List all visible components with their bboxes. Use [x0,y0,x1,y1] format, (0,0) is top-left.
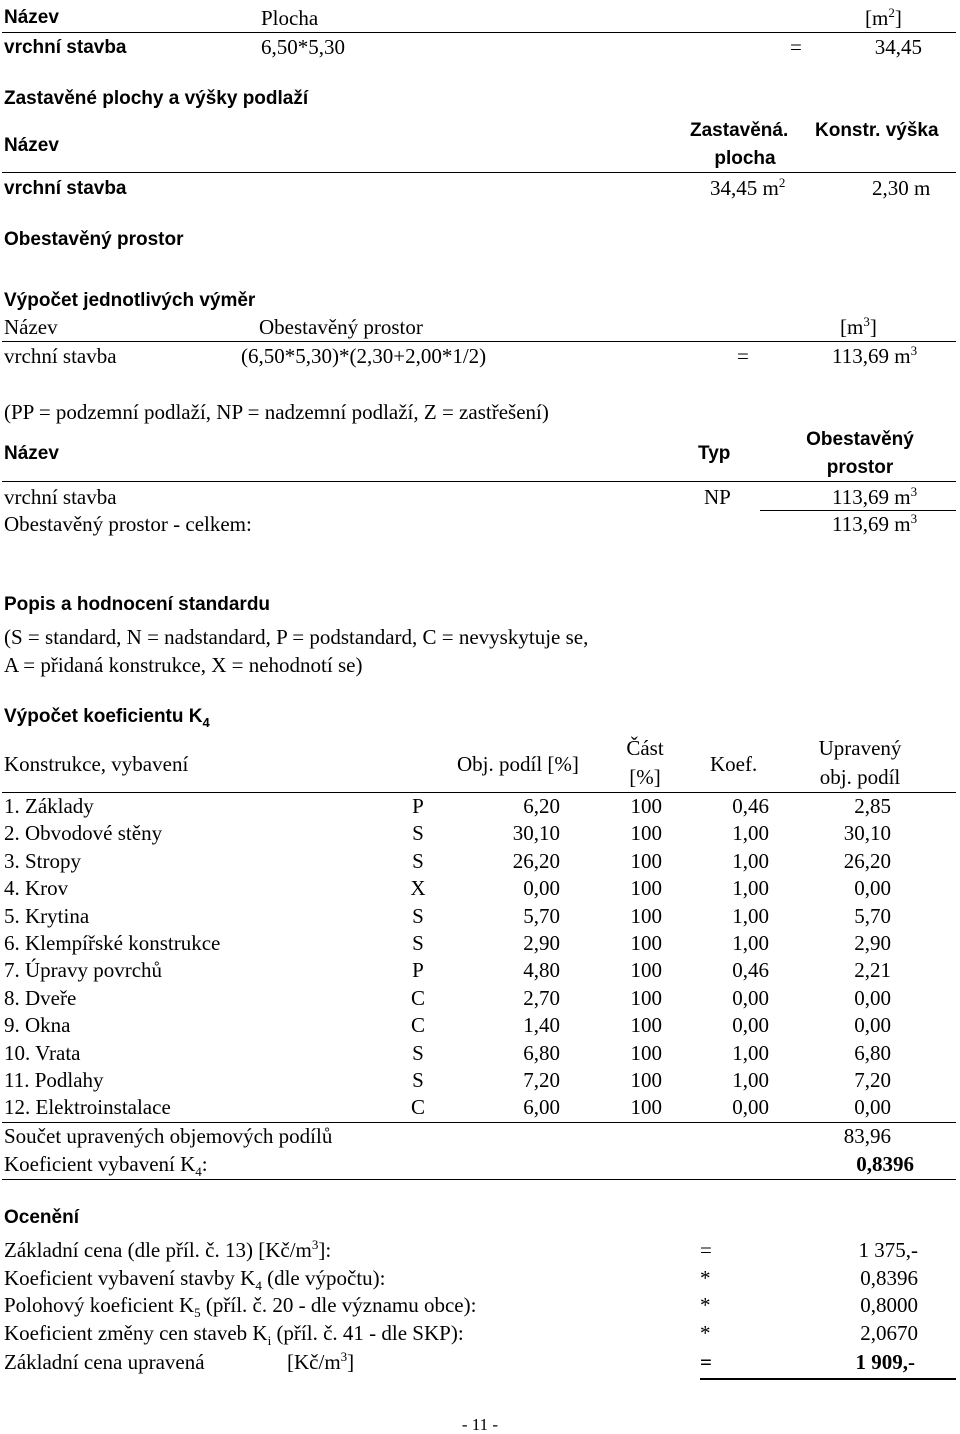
page-number: - 11 - [461,1415,499,1434]
k4-row-upraveny: 2,21 [854,958,891,982]
divider [2,172,956,173]
vymery-row-eq: = [737,344,749,368]
vymery-row-formula: (6,50*5,30)*(2,30+2,00*1/2) [241,344,487,368]
k4-row-cast: 100 [630,821,662,845]
k4-row-cast: 100 [630,1013,662,1037]
k4-row-koef: 0,00 [732,1013,769,1037]
standard-line-2: A = přidaná konstrukce, X = nehodnotí se) [4,653,363,677]
obestaveny-title: Obestavěný prostor [4,229,184,250]
k4-header-koef: Koef. [710,752,758,776]
k4-sum-label: Součet upravených objemových podílů [4,1124,333,1148]
k4-row-code: S [412,1041,424,1065]
oceneni-row-value: 0,8396 [860,1266,918,1290]
oceneni-final-label: Základní cena upravená [4,1350,205,1374]
prostor-row-value: 113,69 $m^3$ [832,484,918,509]
k4-row-upraveny: 0,00 [854,1013,891,1037]
k4-row-cast: 100 [630,1041,662,1065]
oceneni-row-value: 1 375,- [858,1238,918,1262]
oceneni-row-op: * [700,1293,711,1317]
divider [2,341,956,342]
oceneni-final-unit: $[Kč/m^3]$ [287,1349,355,1374]
vymery-col-unit: $[m^3]$ [840,314,877,339]
prostor-col-prostor-1: Obestavěný [806,429,914,450]
k4-row-koef: 1,00 [732,876,769,900]
k4-row-obj: 7,20 [523,1068,560,1092]
k4-row-cast: 100 [630,1095,662,1119]
k4-header-upraveny-2: obj. podíl [819,765,901,789]
floors-col-name: Název [4,135,59,156]
divider [2,481,956,482]
k4-row-cast: 100 [630,904,662,928]
k4-row-koef: 1,00 [732,1068,769,1092]
k4-header-cast-2: [%] [629,765,661,789]
k4-row-name: 3. Stropy [4,849,82,873]
k4-row-obj: 6,00 [523,1095,560,1119]
k4-header-upraveny-1: Upravený [818,736,902,760]
k4-sum-value: 83,96 [843,1124,891,1148]
k4-row-upraveny: 2,90 [854,931,891,955]
oceneni-row-label: Koeficient změny cen staveb $K_i$ (příl. č. 41 - dle SKP): [4,1321,464,1349]
k4-row-upraveny: 0,00 [854,986,891,1010]
k4-row-upraveny: 5,70 [854,904,891,928]
k4-row-koef: 0,00 [732,1095,769,1119]
floors-title: Zastavěné plochy a výšky podlaží [4,88,309,109]
k4-row-obj: 0,00 [523,876,560,900]
k4-row-obj: 4,80 [523,958,560,982]
k4-row-koef: 1,00 [732,931,769,955]
k4-row-koef: 1,00 [732,849,769,873]
oceneni-row-label: Základní cena (dle příl. č. 13) $[Kč/m^3]$: [4,1237,332,1262]
divider [2,1122,956,1123]
k4-row-name: 4. Krov [4,876,69,900]
oceneni-final-op: = [700,1350,712,1374]
vymery-row-name: vrchní stavba [4,344,117,368]
area-row-formula: 6,50*5,30 [261,35,345,59]
k4-row-cast: 100 [630,876,662,900]
k4-row-obj: 26,20 [512,849,560,873]
vymery-col-name: Název [4,315,58,339]
k4-row-name: 7. Úpravy povrchů [4,958,163,982]
k4-row-obj: 30,10 [512,821,560,845]
vymery-title: Výpočet jednotlivých výměr [4,290,256,311]
k4-row-obj: 2,70 [523,986,560,1010]
k4-title: Výpočet koeficientu $K_4$ [4,706,210,730]
k4-row-name: 8. Dveře [4,986,77,1010]
divider [760,510,956,511]
divider [2,1179,956,1180]
floors-col-vyska: Konstr. výška [815,120,939,141]
k4-row-koef: 0,46 [732,794,769,818]
k4-row-name: 1. Základy [4,794,94,818]
k4-koef-label: Koeficient vybavení $K_4$: [4,1152,208,1180]
k4-row-code: S [412,1068,424,1092]
k4-row-code: X [410,876,426,900]
prostor-total-value: 113,69 $m^3$ [832,511,918,536]
prostor-total-label: Obestavěný prostor - celkem: [4,512,252,536]
prostor-row-typ: NP [704,485,731,509]
vymery-row-value: 113,69 $m^3$ [832,343,918,368]
floors-row-name: vrchní stavba [4,178,127,199]
k4-header-obj: Obj. podíl [%] [457,752,579,776]
k4-row-code: S [412,821,424,845]
k4-row-code: C [410,1013,425,1037]
k4-row-code: S [412,931,424,955]
divider [2,32,956,33]
area-row-value: 34,45 [874,35,922,59]
prostor-legend: (PP = podzemní podlaží, NP = nadzemní podlaží, Z = zastřešení) [4,400,549,424]
k4-row-cast: 100 [630,794,662,818]
k4-row-upraveny: 2,85 [854,794,891,818]
k4-row-obj: 1,40 [523,1013,560,1037]
k4-row-obj: 2,90 [523,931,560,955]
k4-row-code: C [410,986,425,1010]
k4-row-koef: 1,00 [732,821,769,845]
area-header-plocha: Plocha [261,6,319,30]
floors-row-vyska: 2,30 m [872,176,931,200]
k4-row-name: 12. Elektroinstalace [4,1095,171,1119]
oceneni-row-op: * [700,1321,711,1345]
k4-row-cast: 100 [630,931,662,955]
oceneni-title: Ocenění [4,1207,79,1228]
area-row-name: vrchní stavba [4,37,127,58]
k4-row-upraveny: 26,20 [843,849,891,873]
standard-title: Popis a hodnocení standardu [4,594,271,615]
k4-koef-value: 0,8396 [856,1152,914,1176]
k4-row-obj: 6,20 [523,794,560,818]
k4-row-upraveny: 0,00 [854,876,891,900]
k4-row-obj: 6,80 [523,1041,560,1065]
k4-row-code: P [412,958,424,982]
k4-row-name: 9. Okna [4,1013,71,1037]
divider [2,792,956,793]
oceneni-row-value: 0,8000 [860,1293,918,1317]
k4-row-koef: 1,00 [732,1041,769,1065]
k4-row-cast: 100 [630,849,662,873]
oceneni-row-op: * [700,1266,711,1290]
oceneni-row-label: Koeficient vybavení stavby $K_4$ (dle výpočtu): [4,1266,386,1294]
prostor-col-prostor-2: prostor [826,457,894,478]
k4-row-koef: 1,00 [732,904,769,928]
k4-row-name: 5. Krytina [4,904,90,928]
k4-row-upraveny: 30,10 [843,821,891,845]
divider [700,1378,956,1380]
k4-row-obj: 5,70 [523,904,560,928]
area-header-name: Název [4,7,59,28]
floors-row-zast: 34,45 $m^2$ [710,175,786,200]
k4-header-cast-1: Část [626,736,664,760]
k4-row-upraveny: 6,80 [854,1041,891,1065]
k4-row-cast: 100 [630,958,662,982]
k4-row-name: 2. Obvodové stěny [4,821,163,845]
oceneni-row-label: Polohový koeficient $K_5$ (příl. č. 20 - dle významu obce): [4,1293,477,1321]
area-row-eq: = [790,35,802,59]
k4-row-upraveny: 0,00 [854,1095,891,1119]
k4-row-code: P [412,794,424,818]
k4-header-konstrukce: Konstrukce, vybavení [4,752,189,776]
oceneni-row-value: 2,0670 [860,1321,918,1345]
k4-row-upraveny: 7,20 [854,1068,891,1092]
k4-row-cast: 100 [630,986,662,1010]
prostor-col-name: Název [4,443,59,464]
vymery-col-prostor: Obestavěný prostor [259,315,423,339]
prostor-col-typ: Typ [698,443,731,464]
oceneni-final-value: 1 909,- [855,1350,915,1374]
floors-col-zast-2: plocha [714,148,776,169]
k4-row-code: S [412,904,424,928]
k4-row-name: 6. Klempířské konstrukce [4,931,221,955]
k4-row-koef: 0,00 [732,986,769,1010]
oceneni-row-op: = [700,1238,712,1262]
k4-row-name: 10. Vrata [4,1041,81,1065]
k4-row-koef: 0,46 [732,958,769,982]
k4-row-cast: 100 [630,1068,662,1092]
k4-row-code: C [410,1095,425,1119]
k4-row-code: S [412,849,424,873]
area-header-unit: $[m^2]$ [865,5,902,30]
standard-line-1: (S = standard, N = nadstandard, P = podstandard, C = nevyskytuje se, [4,625,589,649]
prostor-row-name: vrchní stavba [4,485,117,509]
floors-col-zast: Zastavěná. [690,120,789,141]
k4-row-name: 11. Podlahy [4,1068,104,1092]
